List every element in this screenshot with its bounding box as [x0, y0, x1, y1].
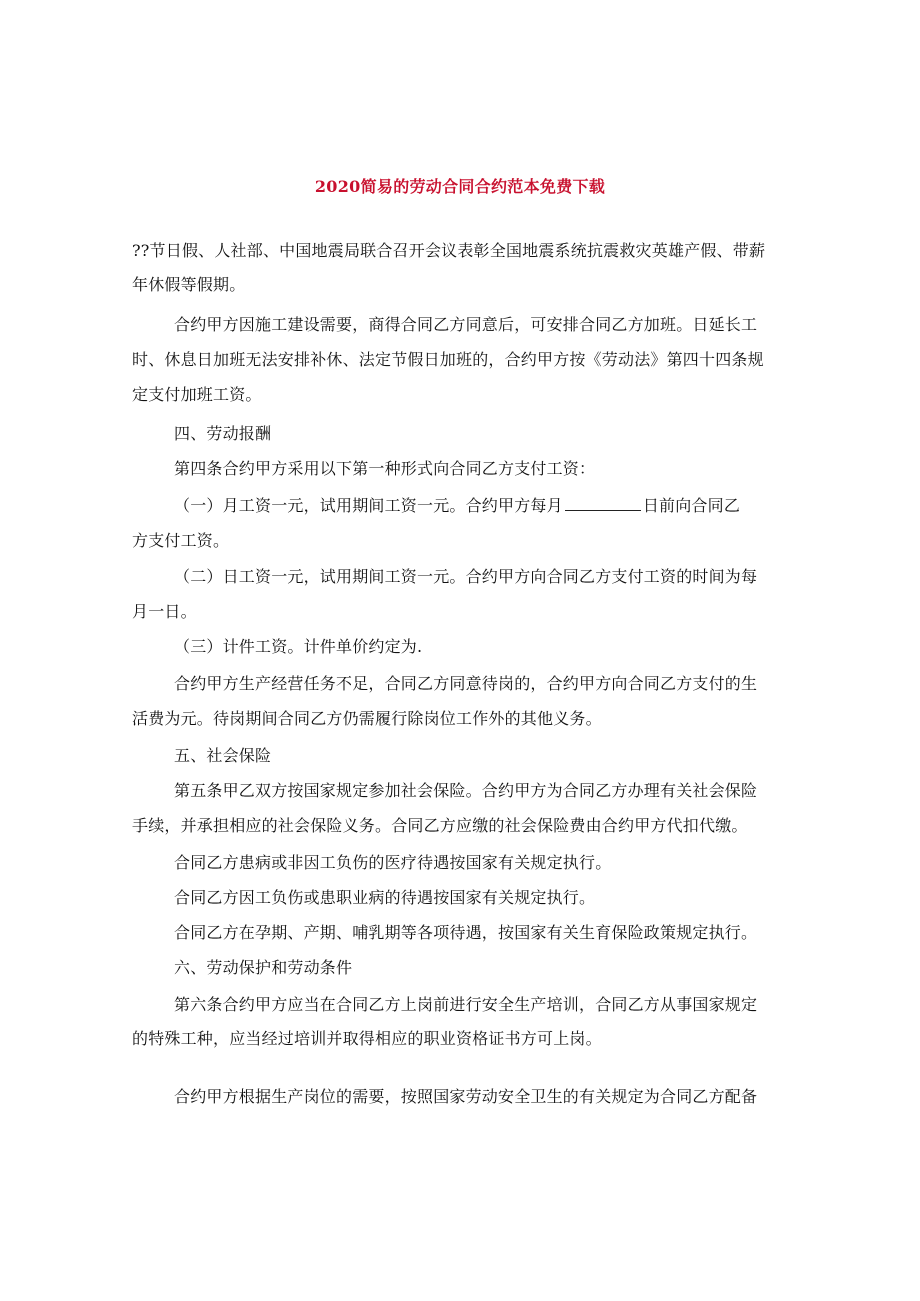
- paragraph-line: 合同乙方因工负伤或患职业病的待遇按国家有关规定执行。: [174, 888, 596, 907]
- paragraph-line: 时、休息日加班无法安排补休、法定节假日加班的，合约甲方按《劳动法》第四十四条规: [132, 350, 764, 369]
- paragraph-line: 第四条合约甲方采用以下第一种形式向合同乙方支付工资：: [174, 459, 596, 478]
- paragraph-line: 方支付工资。: [132, 531, 230, 550]
- blank-underline: [565, 496, 641, 511]
- paragraph-line: 定支付加班工资。: [132, 385, 262, 404]
- paragraph-line: 合约甲方生产经营任务不足，合同乙方同意待岗的，合约甲方向合同乙方支付的生: [174, 674, 758, 693]
- section-heading: 六、劳动保护和劳动条件: [174, 958, 353, 977]
- paragraph-line: 第六条合约甲方应当在合同乙方上岗前进行安全生产培训，合同乙方从事国家规定: [174, 995, 758, 1014]
- paragraph-line: 第五条甲乙双方按国家规定参加社会保险。合约甲方为合同乙方办理有关社会保险: [174, 781, 758, 800]
- section-heading: 五、社会保险: [174, 746, 272, 765]
- paragraph-line: 手续，并承担相应的社会保险义务。合同乙方应缴的社会保险费由合约甲方代扣代缴。: [132, 816, 748, 835]
- paragraph-line: 年休假等假期。: [132, 275, 246, 294]
- paragraph-line: 合约甲方根据生产岗位的需要，按照国家劳动安全卫生的有关规定为合同乙方配备: [174, 1087, 758, 1106]
- paragraph-line: 合同乙方患病或非因工负伤的医疗待遇按国家有关规定执行。: [174, 853, 612, 872]
- paragraph-line: 合同乙方在孕期、产期、哺乳期等各项待遇，按国家有关生育保险政策规定执行。: [174, 923, 758, 942]
- paragraph-line: （三）计件工资。计件单价约定为.: [174, 637, 423, 656]
- document-title: 2020简易的劳动合同合约范本免费下载: [314, 177, 606, 196]
- section-heading: 四、劳动报酬: [174, 424, 272, 443]
- line-text-before-blank: （一）月工资一元，试用期间工资一元。合约甲方每月: [174, 496, 563, 515]
- paragraph-line: ??节日假、人社部、中国地震局联合召开会议表彰全国地震系统抗震救灾英雄产假、带薪: [132, 241, 766, 260]
- paragraph-line: 活费为元。待岗期间合同乙方仍需履行除岗位工作外的其他义务。: [132, 709, 602, 728]
- paragraph-line: 月一日。: [132, 602, 197, 621]
- paragraph-line: [174, 496, 834, 516]
- paragraph-line: 的特殊工种，应当经过培训并取得相应的职业资格证书方可上岗。: [132, 1029, 602, 1048]
- paragraph-line: 合约甲方因施工建设需要，商得合同乙方同意后，可安排合同乙方加班。日延长工: [174, 315, 758, 334]
- line-text-after-blank: 日前向合同乙: [642, 496, 741, 515]
- paragraph-line: （二）日工资一元，试用期间工资一元。合约甲方向合同乙方支付工资的时间为每: [174, 567, 758, 586]
